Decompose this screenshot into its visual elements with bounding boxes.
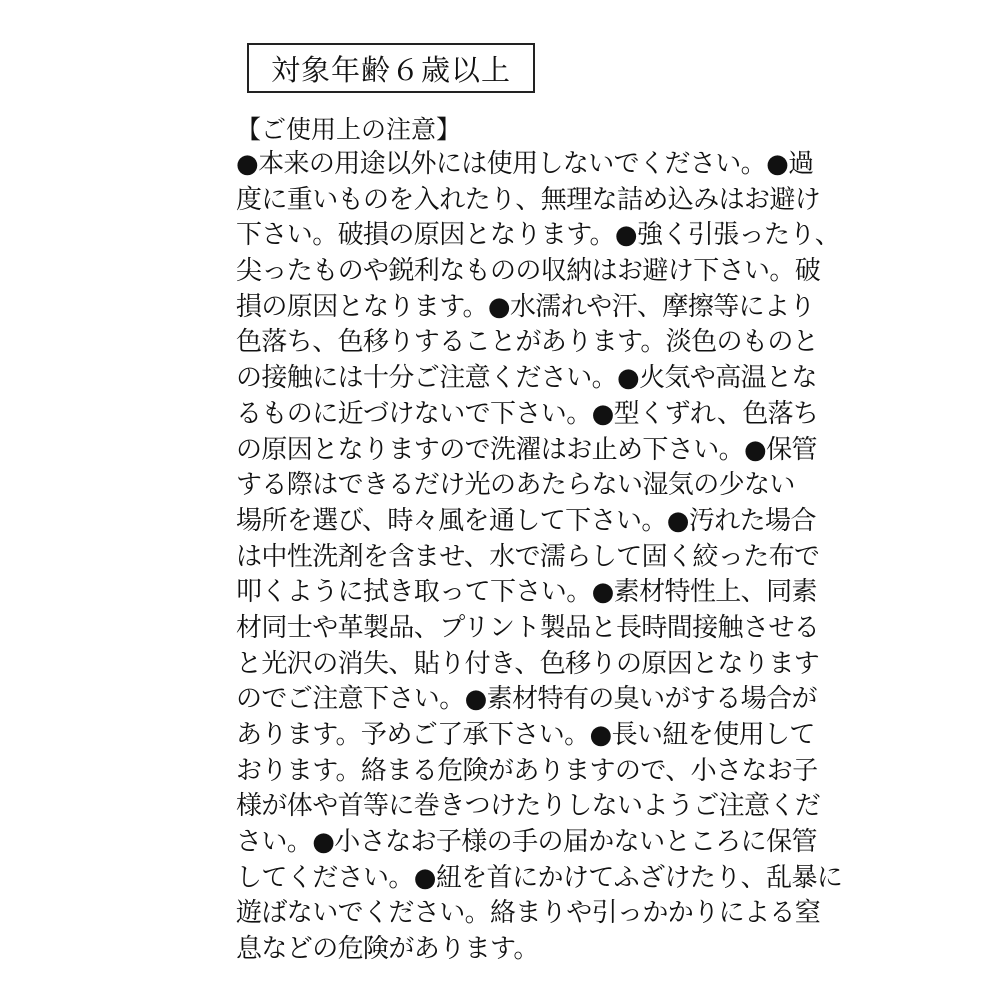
notice-line: してください。●紐を首にかけてふざけたり、乱暴に [236,862,843,893]
notice-lines [236,147,843,968]
notice-line: 損の原因となります。●水濡れや汗、摩擦等により [236,291,815,322]
notice-line: 叩くように拭き取って下さい。●素材特性上、同素 [236,577,817,608]
notice-line: ●本来の用途以外には使用しないでください。●過 [236,149,814,179]
notice-line: 様が体や首等に巻きつけたりしないようご注意くだ [236,791,821,822]
notice-line: は中性洗剤を含ませ、水で濡らして固く絞った布で [236,541,820,572]
notice-line: 下さい。破損の原因となります。●強く引張ったり、 [236,220,841,251]
usage-notice [236,112,843,968]
notice-heading: 【ご使用上の注意】 [236,115,462,144]
notice-line: 尖ったものや鋭利なものの収納はお避け下さい。破 [236,256,821,287]
notice-line: の原因となりますので洗濯はお止め下さい。●保管 [236,434,817,465]
notice-line: する際はできるだけ光のあたらない湿気の少ない [236,470,795,501]
notice-line: 息などの危険があります。 [236,934,539,965]
notice-line: るものに近づけないで下さい。●型くずれ、色落ち [236,398,819,429]
notice-line: のでご注意下さい。●素材特有の臭いがする場合が [236,684,817,715]
notice-line: の接触には十分ご注意ください。●火気や高温とな [236,363,817,394]
notice-line: と光沢の消失、貼り付き、色移りの原因となります [236,648,820,679]
notice-line: あります。予めご了承下さい。●長い紐を使用して [236,720,815,750]
notice-line: さい。●小さなお子様の手の届かないところに保管 [236,827,817,858]
age-rating-box: 対象年齢６歳以上 [247,43,535,93]
notice-line: おります。絡まる危険がありますので、小さなお子 [236,755,818,786]
notice-line: 度に重いものを入れたり、無理な詰め込みはお避け [236,184,821,215]
notice-line: 材同士や革製品、プリント製品と長時間接触させる [236,612,820,643]
notice-line: 場所を選び、時々風を通して下さい。●汚れた場合 [236,505,816,536]
notice-line: 遊ばないでください。絡まりや引っかかりによる窒 [236,898,821,929]
notice-line: 色落ち、色移りすることがあります。淡色のものと [236,327,819,358]
